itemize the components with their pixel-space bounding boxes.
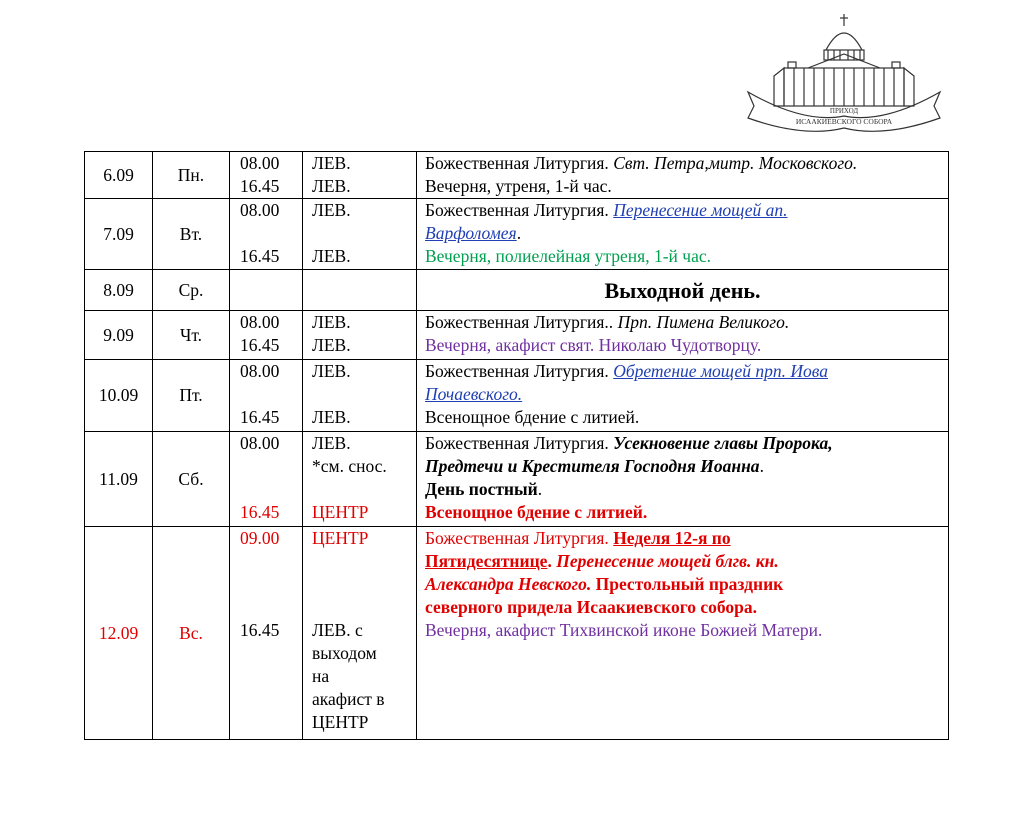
place-value: на (312, 666, 330, 686)
place-cell (303, 432, 417, 527)
saint-link[interactable]: Перенесение мощей ап. (613, 200, 788, 220)
punctuation: . (537, 479, 543, 499)
punctuation: . (516, 223, 522, 243)
place-value: ЛЕВ. (312, 407, 351, 427)
weekday-cell: Вт. (153, 199, 230, 270)
time-cell (230, 311, 303, 360)
service-text: Божественная Литургия. (425, 528, 614, 548)
logo-line2: ИСААКИЕВСКОГО СОБОРА (795, 117, 893, 126)
date-cell: 11.09 (85, 432, 153, 527)
service-text: Вечерня, полиелейная утреня, 1-й час. (425, 246, 711, 266)
place-value: ЛЕВ. (312, 433, 351, 453)
service-cell (417, 360, 949, 432)
place-cell (303, 270, 417, 311)
date-cell: 8.09 (85, 270, 153, 311)
table-row (85, 270, 949, 311)
time-value: 16.45 (240, 620, 280, 640)
time-value: 08.00 (240, 312, 280, 332)
feast-text: Александра Невского. (425, 574, 592, 594)
saint-text: Прп. Пимена Великого. (617, 312, 790, 332)
place-value: ЛЕВ. (312, 312, 351, 332)
table-row (85, 360, 949, 432)
weekday-cell: Вс. (153, 527, 230, 740)
service-text: Всенощное бдение с литией. (425, 502, 648, 522)
table-row (85, 152, 949, 199)
schedule-table (84, 151, 949, 740)
place-value: выходом (312, 643, 377, 663)
place-value: ЦЕНТР (312, 502, 369, 522)
place-cell (303, 199, 417, 270)
time-value: 16.45 (240, 176, 280, 196)
date-cell: 9.09 (85, 311, 153, 360)
service-cell (417, 152, 949, 199)
place-value: ЛЕВ. (312, 153, 351, 173)
place-value: ЛЕВ. (312, 200, 351, 220)
time-cell (230, 270, 303, 311)
time-value: 08.00 (240, 361, 280, 381)
feast-text: Пятидесятнице (425, 551, 548, 571)
weekday-cell: Пт. (153, 360, 230, 432)
place-value: акафист в (312, 689, 385, 709)
date-cell: 7.09 (85, 199, 153, 270)
service-cell (417, 432, 949, 527)
place-cell (303, 527, 417, 740)
place-value: ЛЕВ. (312, 176, 351, 196)
service-cell (417, 311, 949, 360)
weekday-cell: Чт. (153, 311, 230, 360)
place-value: ЛЕВ. (312, 361, 351, 381)
saint-text: Свт. Петра,митр. Московского. (613, 153, 858, 173)
cathedral-logo (744, 6, 944, 138)
date-cell: 6.09 (85, 152, 153, 199)
time-cell (230, 527, 303, 740)
weekday-cell: Ср. (153, 270, 230, 311)
time-value: 16.45 (240, 335, 280, 355)
service-text: Вечерня, утреня, 1-й час. (425, 176, 612, 196)
time-value: 16.45 (240, 502, 280, 522)
time-cell (230, 432, 303, 527)
place-cell (303, 311, 417, 360)
date-cell: 10.09 (85, 360, 153, 432)
time-value: 08.00 (240, 433, 280, 453)
time-value: 09.00 (240, 528, 280, 548)
logo-line1: ПРИХОД (829, 107, 859, 115)
place-value: ЦЕНТР (312, 712, 369, 732)
table-row (85, 199, 949, 270)
feast-text: северного придела Исаакиевского собора. (425, 597, 757, 617)
saint-link[interactable]: Почаевского. (425, 384, 523, 404)
fast-day-text: День постный (425, 479, 538, 499)
time-value: 08.00 (240, 153, 280, 173)
service-cell (417, 199, 949, 270)
feast-text: Престольный праздник (591, 574, 784, 594)
place-cell (303, 152, 417, 199)
time-cell (230, 199, 303, 270)
punctuation: . (547, 551, 557, 571)
feast-text: Неделя 12-я по (613, 528, 731, 548)
place-value: ЛЕВ. (312, 246, 351, 266)
table-row (85, 311, 949, 360)
weekday-cell: Пн. (153, 152, 230, 199)
service-text: Вечерня, акафист свят. Николаю Чудотворцу. (425, 335, 762, 355)
feast-text: Усекновение главы Пророка, (613, 433, 833, 453)
weekday-cell: Сб. (153, 432, 230, 527)
feast-text: Перенесение мощей блгв. кн. (556, 551, 779, 571)
time-value: 08.00 (240, 200, 280, 220)
service-text: Божественная Литургия. (425, 153, 614, 173)
service-text: Божественная Литургия. (425, 361, 614, 381)
time-value: 16.45 (240, 246, 280, 266)
service-text: Божественная Литургия. (425, 433, 614, 453)
date-cell: 12.09 (85, 527, 153, 740)
saint-link[interactable]: Варфоломея (425, 223, 517, 243)
time-value: 16.45 (240, 407, 280, 427)
place-value: ЛЕВ. (312, 335, 351, 355)
place-cell (303, 360, 417, 432)
place-value: ЦЕНТР (312, 528, 369, 548)
service-text: Вечерня, акафист Тихвинской иконе Божией Матери. (425, 620, 823, 640)
place-value: ЛЕВ. с (312, 620, 363, 640)
punctuation: . (759, 456, 764, 476)
service-text: Божественная Литургия. (425, 200, 614, 220)
table-row (85, 527, 949, 740)
service-cell (417, 527, 949, 740)
service-text: Всенощное бдение с литией. (425, 407, 640, 427)
footnote-marker: *см. снос. (312, 456, 387, 476)
table-row (85, 432, 949, 527)
time-cell (230, 152, 303, 199)
day-off-cell: Выходной день. (417, 270, 949, 311)
service-text: Божественная Литургия.. (425, 312, 618, 332)
feast-text: Предтечи и Крестителя Господня Иоанна (425, 456, 760, 476)
time-cell (230, 360, 303, 432)
saint-link[interactable]: Обретение мощей прп. Иова (613, 361, 828, 381)
